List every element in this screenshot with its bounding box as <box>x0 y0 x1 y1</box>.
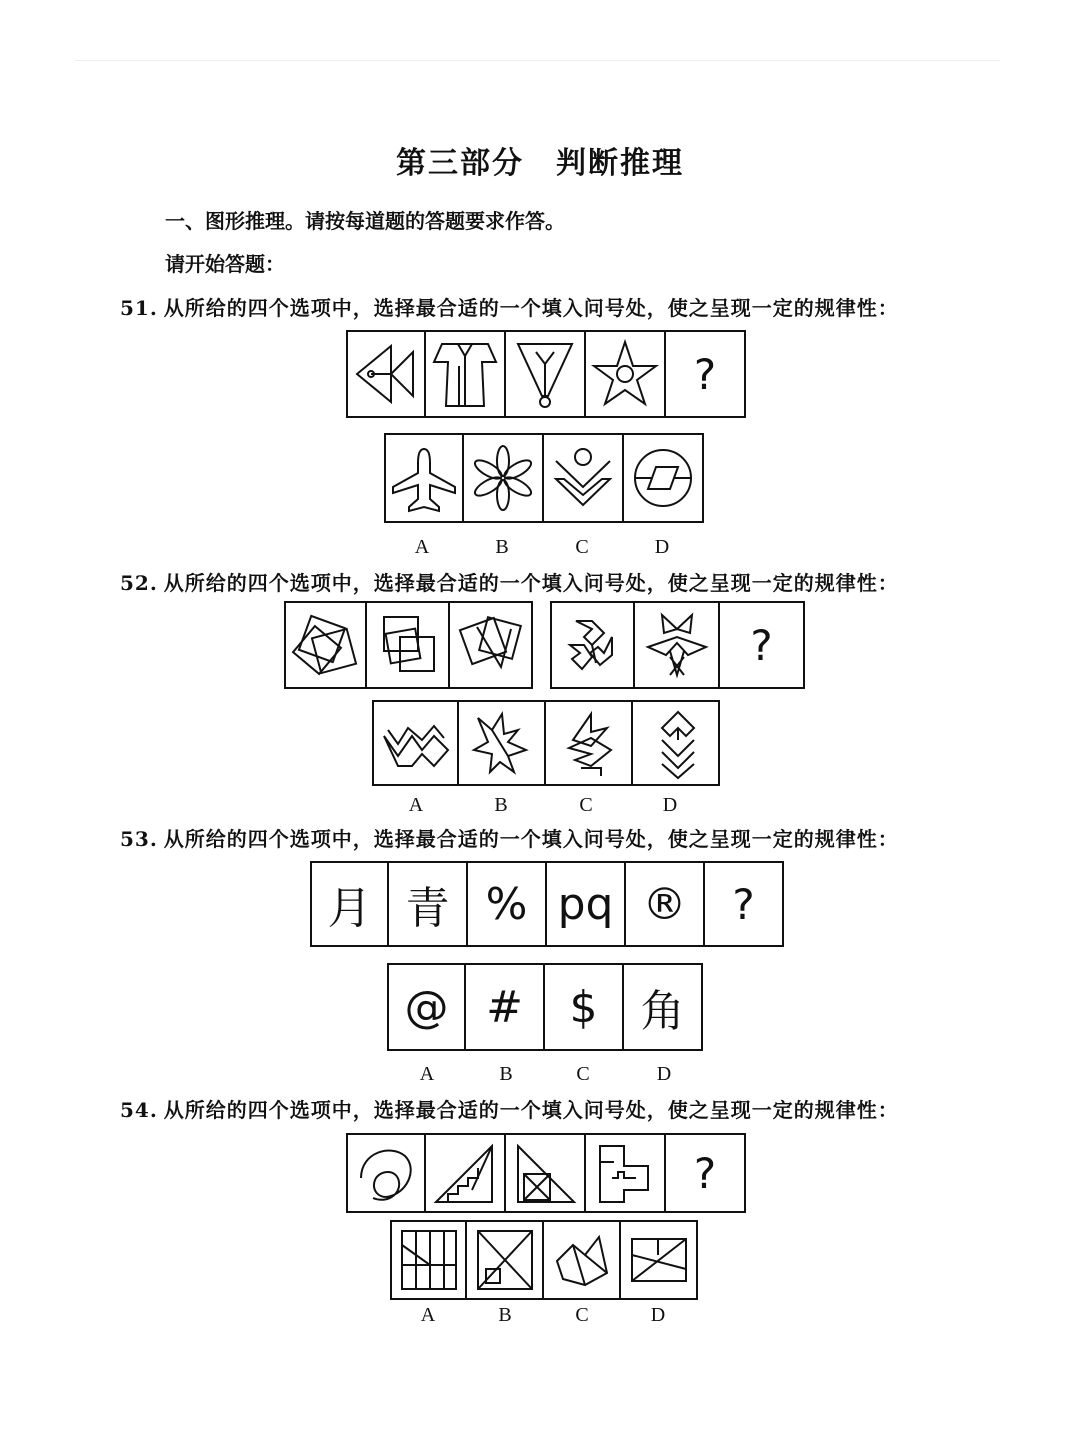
paper-crane-icon[interactable] <box>544 1220 621 1300</box>
question-mark: ? <box>693 349 717 399</box>
grid-house-icon[interactable] <box>390 1220 467 1300</box>
question-mark: ? <box>732 879 755 929</box>
option-label-a: A <box>408 794 424 816</box>
option-glyph[interactable]: 角 <box>624 963 703 1051</box>
question-52-number: 52. <box>120 571 158 595</box>
page-top-rule <box>75 60 1000 61</box>
section-heading: 一、图形推理。请按每道题的答题要求作答。 <box>165 209 565 233</box>
option-label-c: C <box>576 1063 590 1085</box>
double-chevron-icon[interactable] <box>372 700 459 786</box>
option-glyph[interactable]: $ <box>545 963 624 1051</box>
start-prompt: 请开始答题： <box>165 252 285 276</box>
option-label-b: B <box>499 1063 513 1085</box>
stem-glyph: pq <box>547 861 626 947</box>
question-54-number: 54. <box>120 1098 158 1122</box>
question-51-options-row <box>384 433 704 523</box>
option-label-a: A <box>414 536 430 558</box>
option-label-a: A <box>420 1304 436 1326</box>
question-52-prompt <box>120 567 899 596</box>
question-52-text: 从所给的四个选项中，选择最合适的一个填入问号处，使之呈现一定的规律性： <box>163 571 899 595</box>
option-label-d: D <box>662 794 678 816</box>
option-label-d: D <box>654 536 670 558</box>
pinwheel-icon <box>550 601 635 689</box>
stem-glyph: 月 <box>310 861 389 947</box>
question-53-blank <box>705 861 784 947</box>
question-51-number: 51. <box>120 296 158 320</box>
option-glyph[interactable]: # <box>466 963 545 1051</box>
question-51-prompt <box>120 292 899 321</box>
stepped-block-icon <box>586 1133 666 1213</box>
option-label-a: A <box>419 1063 435 1085</box>
question-51-stem-row <box>346 330 746 418</box>
option-label-b: B <box>494 794 508 816</box>
question-54-prompt <box>120 1094 899 1123</box>
flower-icon[interactable] <box>464 433 544 523</box>
option-label-b: B <box>498 1304 512 1326</box>
stem-glyph: 青 <box>389 861 468 947</box>
option-label-d: D <box>650 1304 666 1326</box>
question-53-prompt <box>120 823 899 852</box>
question-54-blank <box>666 1133 746 1213</box>
option-label-c: C <box>575 1304 589 1326</box>
offset-squares-icon <box>367 601 450 689</box>
question-51-text: 从所给的四个选项中，选择最合适的一个填入问号处，使之呈现一定的规律性： <box>163 296 899 320</box>
v-figure-icon[interactable] <box>544 433 624 523</box>
question-53-number: 53. <box>120 827 158 851</box>
diagonal-rect-icon[interactable] <box>621 1220 698 1300</box>
staircase-triangle-icon <box>426 1133 506 1213</box>
question-53-options-row <box>387 963 703 1051</box>
option-glyph[interactable]: @ <box>387 963 466 1051</box>
question-mark: ? <box>750 620 773 670</box>
question-54-options-row <box>390 1220 698 1300</box>
star-circle-icon <box>586 330 666 418</box>
question-53-stem-row <box>310 861 784 947</box>
question-54-stem-row <box>346 1133 746 1213</box>
question-51-blank <box>666 330 746 418</box>
question-54-text: 从所给的四个选项中，选择最合适的一个填入问号处，使之呈现一定的规律性： <box>163 1098 899 1122</box>
option-label-c: C <box>579 794 593 816</box>
question-52-options-row <box>372 700 720 786</box>
robe-icon <box>426 330 506 418</box>
option-label-c: C <box>575 536 589 558</box>
crossed-square-icon[interactable] <box>467 1220 544 1300</box>
arrow-stack-icon[interactable] <box>633 700 720 786</box>
curve-loop-icon <box>346 1133 426 1213</box>
fish-icon <box>346 330 426 418</box>
airplane-icon[interactable] <box>384 433 464 523</box>
option-label-b: B <box>495 536 509 558</box>
y-pendant-icon <box>506 330 586 418</box>
crossed-triangle-icon <box>506 1133 586 1213</box>
page-title: 第三部分 判断推理 <box>396 146 684 181</box>
stacked-chevrons-icon[interactable] <box>546 700 633 786</box>
circle-rhombus-icon[interactable] <box>624 433 704 523</box>
tilted-squares-icon <box>450 601 533 689</box>
option-label-d: D <box>656 1063 672 1085</box>
stem-glyph: % <box>468 861 547 947</box>
question-52-stem-group-2 <box>550 601 805 689</box>
question-53-text: 从所给的四个选项中，选择最合适的一个填入问号处，使之呈现一定的规律性： <box>163 827 899 851</box>
bowtie-star-icon <box>635 601 720 689</box>
folded-arrows-icon[interactable] <box>459 700 546 786</box>
stem-glyph: ® <box>626 861 705 947</box>
rotated-squares-icon <box>284 601 367 689</box>
question-52-stem-group-1 <box>284 601 533 689</box>
question-52-blank <box>720 601 805 689</box>
question-mark: ? <box>693 1148 717 1198</box>
